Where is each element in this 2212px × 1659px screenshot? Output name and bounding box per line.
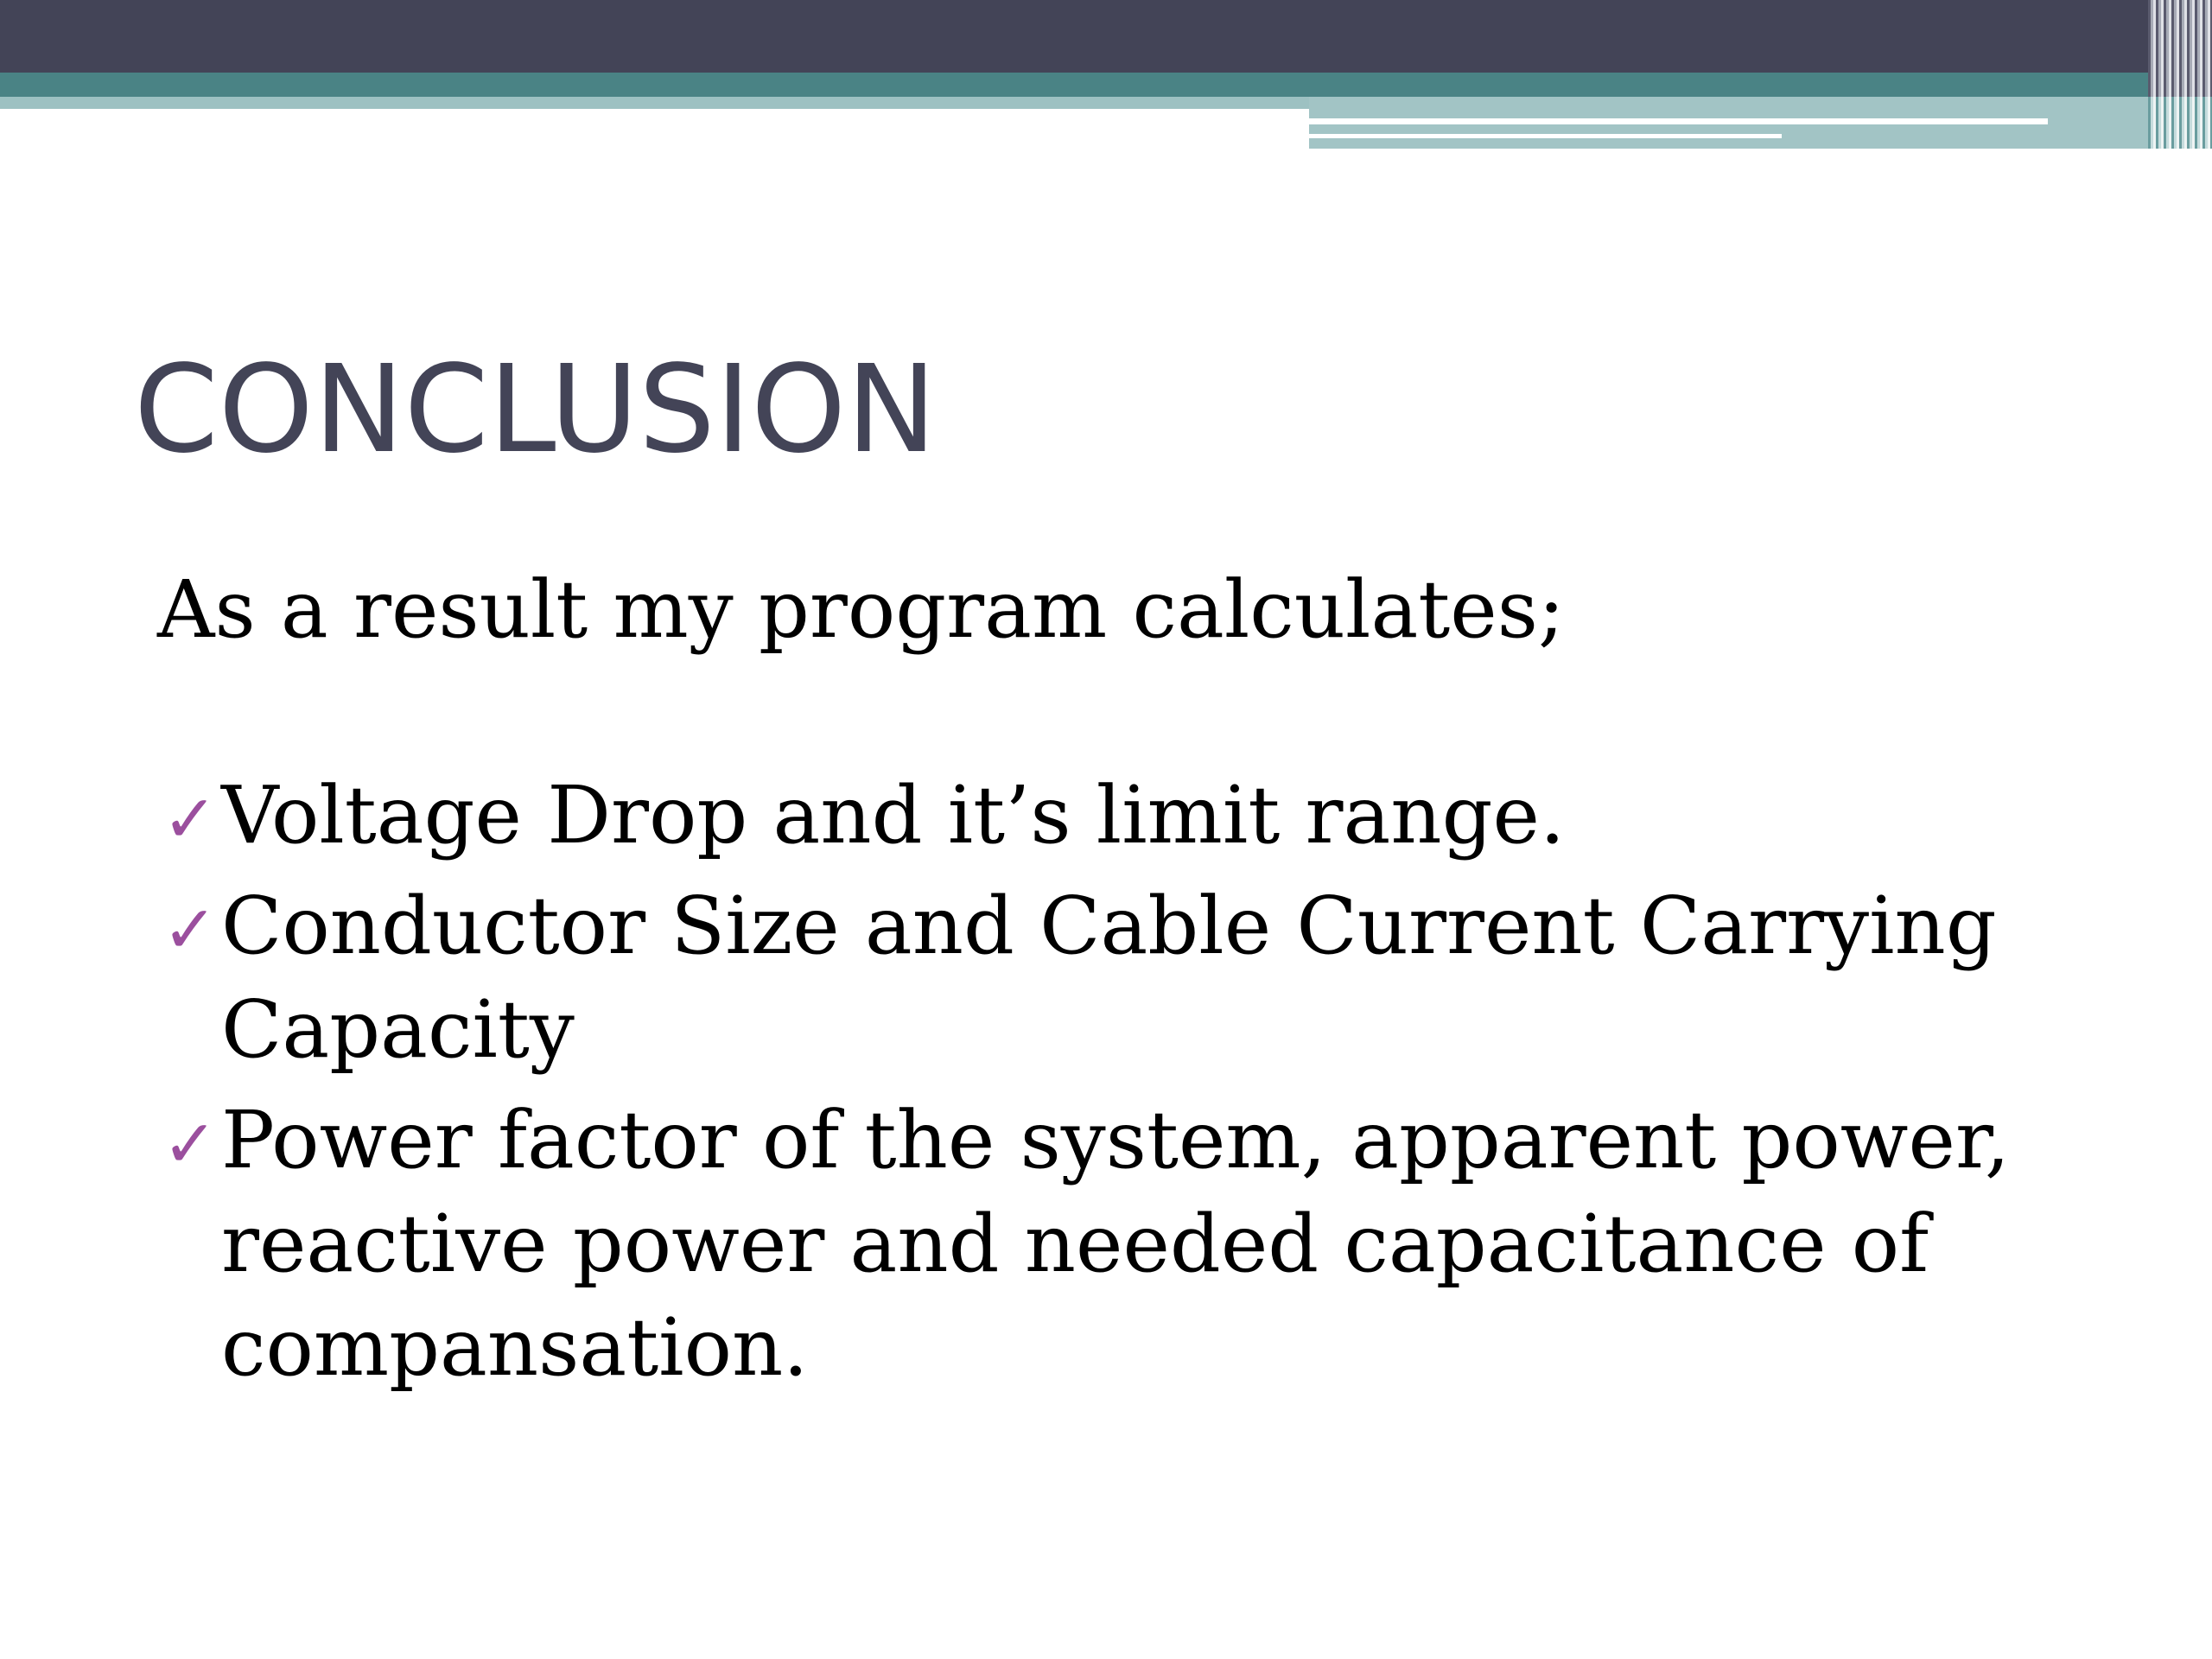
header-band-right-line-short [1309, 134, 1782, 138]
intro-text: As a result my program calculates; [157, 563, 1565, 656]
slide-title: CONCLUSION [134, 340, 938, 480]
bullet-text: Voltage Drop and it’s limit range. [221, 769, 1566, 861]
list-item [157, 764, 2101, 868]
header-stripes-decoration-lower [2148, 97, 2212, 149]
header-band-right-line [1309, 118, 2048, 124]
bullet-text: Conductor Size and Cable Current Carrying Capacity [221, 880, 1997, 1076]
header-band-dark [0, 0, 2212, 73]
list-item [157, 1089, 2101, 1400]
checkmark-icon: ✓ [162, 780, 218, 857]
checkmark-icon: ✓ [162, 891, 218, 968]
list-item [157, 874, 2101, 1082]
header-band-teal [0, 73, 2212, 97]
bullet-text: Power factor of the system, apparent power, reactive power and needed capacitance of compansation. [221, 1094, 2011, 1394]
slide-body [157, 560, 2101, 1407]
checkmark-icon: ✓ [162, 1105, 218, 1182]
bullet-list [157, 764, 2101, 1400]
header-band-teal-light [0, 97, 1309, 109]
